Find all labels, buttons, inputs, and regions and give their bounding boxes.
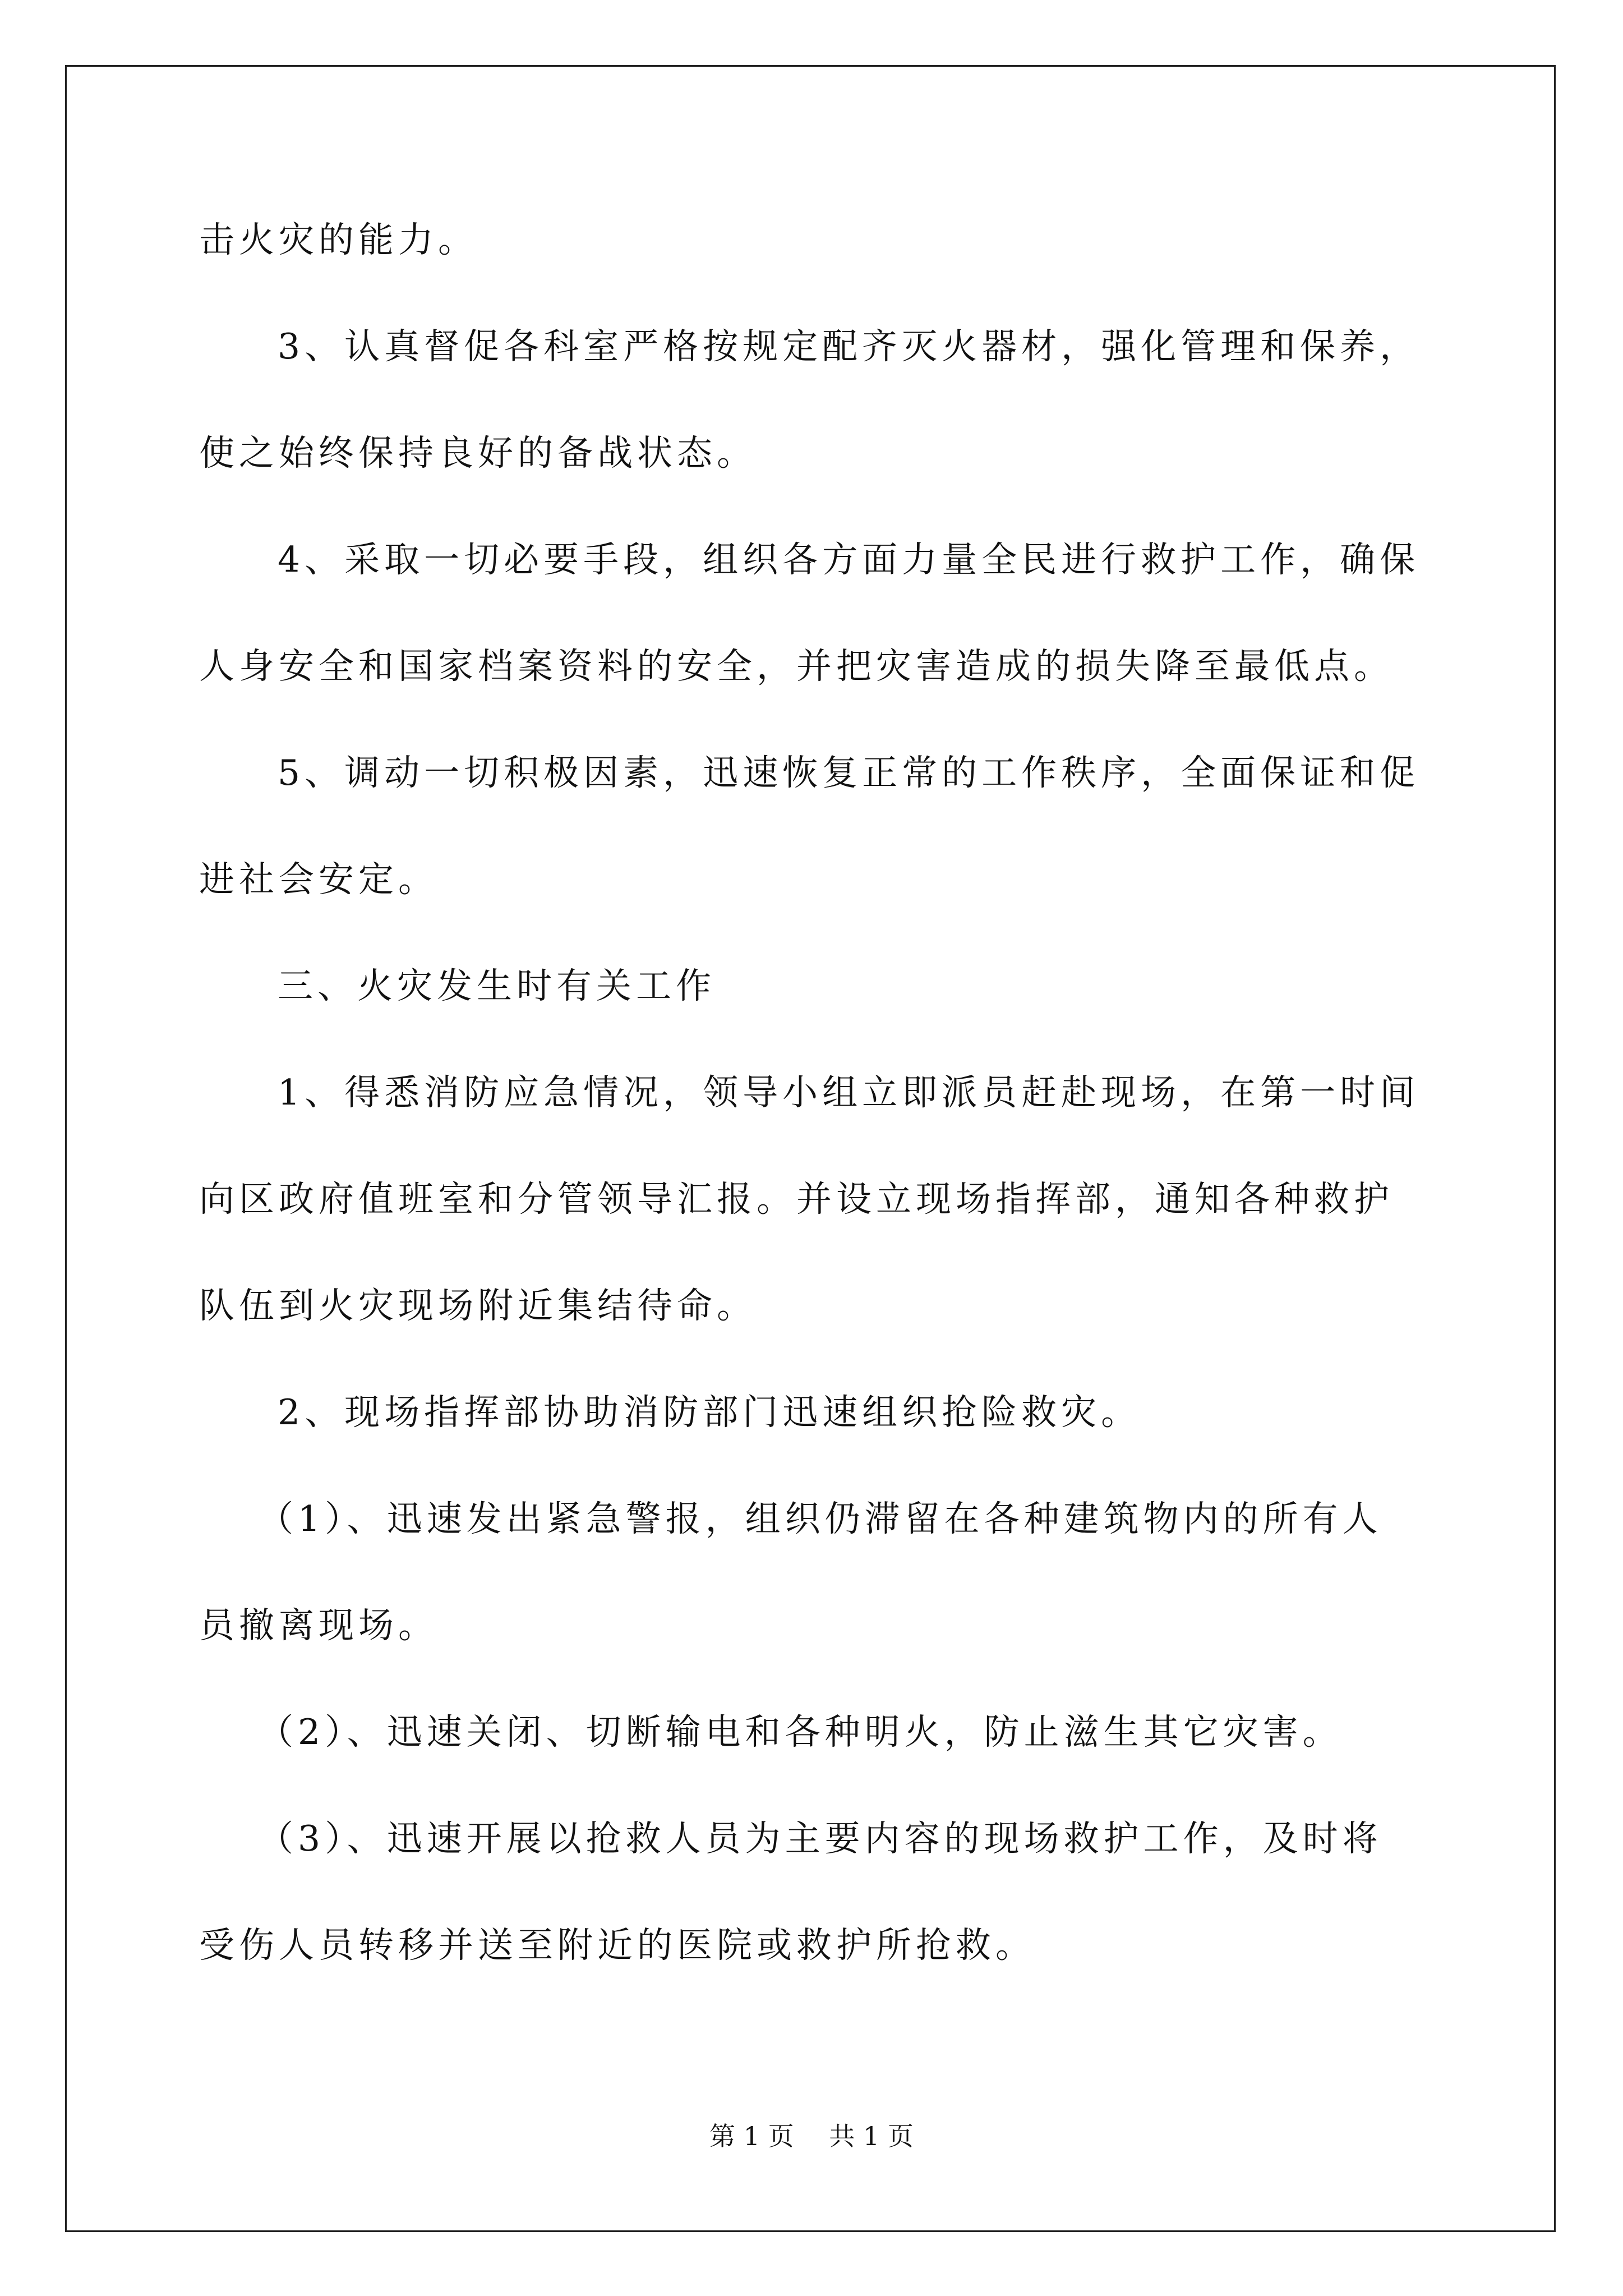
text-line: 击火灾的能力。 bbox=[199, 219, 478, 260]
text-line: 人身安全和国家档案资料的安全，并把灾害造成的损失降至最低点。 bbox=[199, 646, 1394, 687]
text-line: 5、调动一切积极因素，迅速恢复正常的工作秩序，全面保证和促 bbox=[278, 752, 1420, 793]
paragraph-9 bbox=[199, 1705, 1436, 1759]
text-line: 进社会安定。 bbox=[199, 859, 438, 900]
paragraph-6 bbox=[199, 1066, 1436, 1332]
text-line: 受伤人员转移并送至附近的医院或救护所抢救。 bbox=[199, 1925, 1035, 1966]
page-footer bbox=[0, 2119, 1623, 2153]
page-number: 第 1 页 bbox=[709, 2121, 794, 2151]
document-body bbox=[199, 213, 1436, 1972]
text-line: 1、得悉消防应急情况，领导小组立即派员赶赴现场，在第一时间 bbox=[278, 1072, 1420, 1113]
text-line: （1）、迅速发出紧急警报，组织仍滞留在各种建筑物内的所有人 bbox=[258, 1498, 1382, 1539]
paragraph-1 bbox=[199, 213, 1436, 266]
text-line: （3）、迅速开展以抢救人员为主要内容的现场救护工作，及时将 bbox=[258, 1818, 1382, 1859]
text-line: 使之始终保持良好的备战状态。 bbox=[199, 432, 757, 473]
page-total: 共 1 页 bbox=[829, 2121, 914, 2151]
text-line: 向区政府值班室和分管领导汇报。并设立现场指挥部，通知各种救护 bbox=[199, 1179, 1394, 1220]
text-line: 队伍到火灾现场附近集结待命。 bbox=[199, 1285, 757, 1326]
paragraph-2 bbox=[199, 320, 1436, 480]
section-heading bbox=[199, 959, 1436, 1013]
paragraph-10 bbox=[199, 1812, 1436, 1972]
text-line: （2）、迅速关闭、切断输电和各种明火，防止滋生其它灾害。 bbox=[258, 1711, 1343, 1752]
text-line: 员撤离现场。 bbox=[199, 1605, 438, 1646]
text-line: 4、采取一切必要手段，组织各方面力量全民进行救护工作，确保 bbox=[278, 539, 1420, 580]
paragraph-3 bbox=[199, 533, 1436, 693]
text-line: 三、火灾发生时有关工作 bbox=[278, 965, 716, 1006]
text-line: 2、现场指挥部协助消防部门迅速组织抢险救灾。 bbox=[278, 1392, 1141, 1433]
paragraph-8 bbox=[199, 1492, 1436, 1652]
paragraph-7 bbox=[199, 1386, 1436, 1439]
text-line: 3、认真督促各科室严格按规定配齐灭火器材，强化管理和保养， bbox=[278, 326, 1420, 367]
paragraph-4 bbox=[199, 746, 1436, 906]
